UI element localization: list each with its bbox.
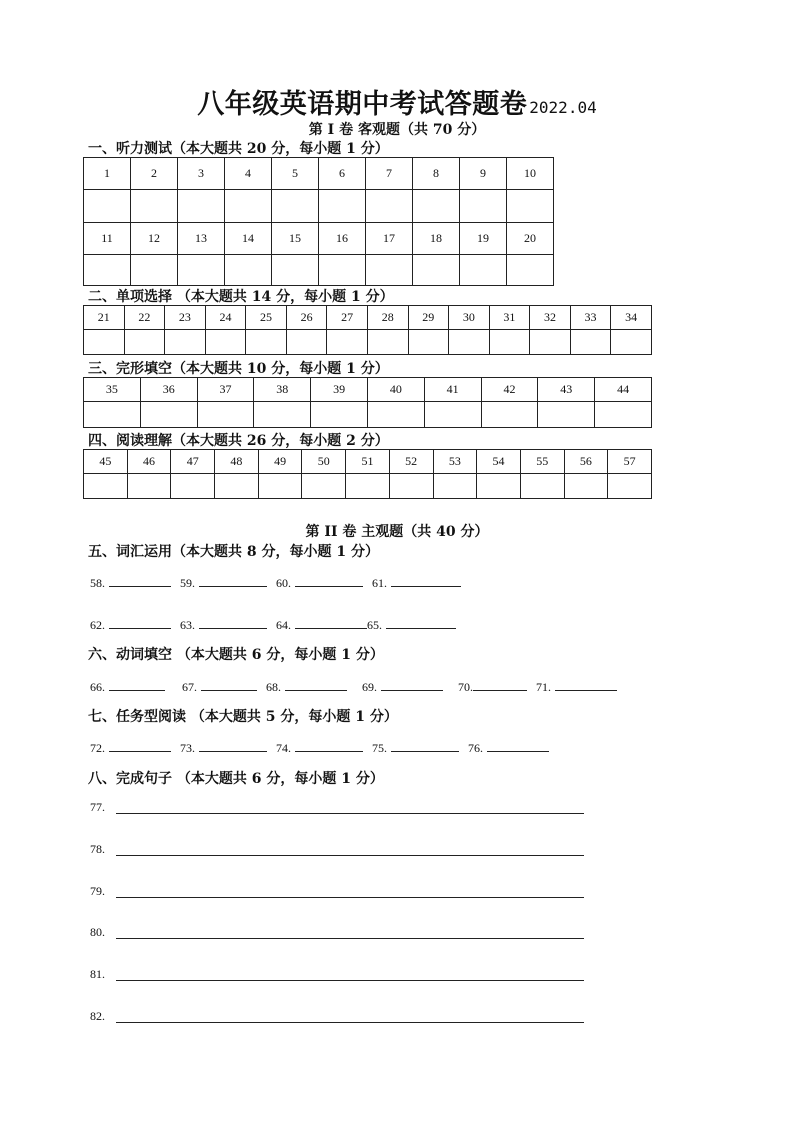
answer-blank[interactable] bbox=[109, 678, 165, 691]
answer-cell[interactable] bbox=[367, 330, 408, 355]
answer-cell[interactable] bbox=[84, 402, 141, 428]
section-vocab-heading: 五、词汇运用（本大题共 8 分，每小题 1 分） bbox=[88, 544, 379, 560]
item-number: 72. bbox=[90, 741, 105, 755]
table-row bbox=[84, 402, 652, 428]
number-cell: 44 bbox=[595, 378, 652, 402]
item-number: 60. bbox=[276, 576, 291, 590]
item-number: 64. bbox=[276, 618, 291, 632]
number-cell: 28 bbox=[367, 306, 408, 330]
item-number: 58. bbox=[90, 576, 105, 590]
sentence-item-80 bbox=[90, 925, 105, 940]
item-number: 62. bbox=[90, 618, 105, 632]
number-cell: 35 bbox=[84, 378, 141, 402]
number-cell: 42 bbox=[481, 378, 538, 402]
title-date: 2022.04 bbox=[529, 98, 597, 117]
number-cell: 13 bbox=[178, 223, 225, 255]
section-sentences-heading: 八、完成句子 （本大题共 6 分，每小题 1 分） bbox=[88, 771, 384, 787]
answer-line[interactable] bbox=[116, 813, 584, 814]
item-number: 65. bbox=[367, 618, 382, 632]
answer-cell[interactable] bbox=[197, 402, 254, 428]
answer-cell[interactable] bbox=[413, 255, 460, 286]
answer-cell[interactable] bbox=[367, 402, 424, 428]
answer-line[interactable] bbox=[116, 1022, 584, 1023]
number-cell: 49 bbox=[258, 450, 302, 474]
answer-cell[interactable] bbox=[205, 330, 246, 355]
section-listening-heading: 一、听力测试（本大题共 20 分，每小题 1 分） bbox=[88, 141, 389, 157]
item-number: 69. bbox=[362, 680, 377, 694]
number-cell: 3 bbox=[178, 158, 225, 190]
answer-grid-cloze bbox=[83, 377, 652, 428]
answer-cell[interactable] bbox=[165, 330, 206, 355]
number-cell: 10 bbox=[507, 158, 554, 190]
item-number: 67. bbox=[182, 680, 197, 694]
item-number: 71. bbox=[536, 680, 551, 694]
answer-cell[interactable] bbox=[272, 255, 319, 286]
answer-cell[interactable] bbox=[124, 330, 165, 355]
sentence-item-77 bbox=[90, 800, 105, 815]
answer-cell[interactable] bbox=[611, 330, 652, 355]
section-reading-heading: 四、阅读理解（本大题共 26 分，每小题 2 分） bbox=[88, 433, 389, 449]
sentence-item-81 bbox=[90, 967, 105, 982]
answer-cell[interactable] bbox=[258, 474, 302, 499]
table-row bbox=[84, 306, 652, 330]
number-cell: 29 bbox=[408, 306, 449, 330]
item-number: 74. bbox=[276, 741, 291, 755]
number-cell: 19 bbox=[460, 223, 507, 255]
answer-cell[interactable] bbox=[366, 190, 413, 223]
answer-cell[interactable] bbox=[477, 474, 521, 499]
answer-blank[interactable] bbox=[109, 574, 171, 587]
item-number: 68. bbox=[266, 680, 281, 694]
answer-cell[interactable] bbox=[84, 330, 125, 355]
item-number: 70. bbox=[458, 680, 473, 694]
answer-cell[interactable] bbox=[346, 474, 390, 499]
answer-cell[interactable] bbox=[171, 474, 215, 499]
answer-grid-listening bbox=[83, 157, 554, 286]
number-cell: 8 bbox=[413, 158, 460, 190]
answer-cell[interactable] bbox=[449, 330, 490, 355]
sentence-item-82 bbox=[90, 1009, 105, 1024]
number-cell: 39 bbox=[311, 378, 368, 402]
answer-blank[interactable] bbox=[386, 616, 456, 629]
table-row bbox=[84, 450, 652, 474]
answer-cell[interactable] bbox=[595, 402, 652, 428]
number-cell: 16 bbox=[319, 223, 366, 255]
vocab-line-1 bbox=[90, 574, 467, 591]
answer-blank[interactable] bbox=[295, 739, 363, 752]
number-cell: 37 bbox=[197, 378, 254, 402]
number-cell: 15 bbox=[272, 223, 319, 255]
item-number: 61. bbox=[372, 576, 387, 590]
answer-blank[interactable] bbox=[555, 678, 617, 691]
answer-cell[interactable] bbox=[178, 190, 225, 223]
answer-blank[interactable] bbox=[295, 574, 363, 587]
answer-cell[interactable] bbox=[424, 402, 481, 428]
answer-blank[interactable] bbox=[199, 574, 267, 587]
answer-cell[interactable] bbox=[507, 190, 554, 223]
answer-cell[interactable] bbox=[84, 255, 131, 286]
item-number: 80. bbox=[90, 925, 105, 939]
answer-cell[interactable] bbox=[131, 255, 178, 286]
answer-cell[interactable] bbox=[84, 474, 128, 499]
item-number: 82. bbox=[90, 1009, 105, 1023]
answer-cell[interactable] bbox=[327, 330, 368, 355]
number-cell: 45 bbox=[84, 450, 128, 474]
answer-cell[interactable] bbox=[489, 330, 530, 355]
task-line-1 bbox=[90, 739, 555, 756]
number-cell: 47 bbox=[171, 450, 215, 474]
number-cell: 17 bbox=[366, 223, 413, 255]
item-number: 76. bbox=[468, 741, 483, 755]
number-cell: 1 bbox=[84, 158, 131, 190]
answer-cell[interactable] bbox=[460, 255, 507, 286]
number-cell: 51 bbox=[346, 450, 390, 474]
number-cell: 11 bbox=[84, 223, 131, 255]
answer-cell[interactable] bbox=[272, 190, 319, 223]
number-cell: 12 bbox=[131, 223, 178, 255]
vocab-line-2 bbox=[90, 616, 462, 633]
number-cell: 41 bbox=[424, 378, 481, 402]
answer-blank[interactable] bbox=[201, 678, 257, 691]
exam-title bbox=[0, 82, 794, 121]
answer-cell[interactable] bbox=[460, 190, 507, 223]
sentence-item-79 bbox=[90, 884, 105, 899]
verbs-line-1 bbox=[90, 678, 623, 695]
section-verbs-heading: 六、动词填空 （本大题共 6 分，每小题 1 分） bbox=[88, 647, 384, 663]
section-task-heading: 七、任务型阅读 （本大题共 5 分，每小题 1 分） bbox=[88, 709, 398, 725]
answer-cell[interactable] bbox=[140, 402, 197, 428]
answer-cell[interactable] bbox=[608, 474, 652, 499]
item-number: 78. bbox=[90, 842, 105, 856]
item-number: 63. bbox=[180, 618, 195, 632]
answer-cell[interactable] bbox=[311, 402, 368, 428]
table-row bbox=[84, 330, 652, 355]
number-cell: 33 bbox=[570, 306, 611, 330]
number-cell: 26 bbox=[286, 306, 327, 330]
number-cell: 50 bbox=[302, 450, 346, 474]
table-row bbox=[84, 255, 554, 286]
answer-cell[interactable] bbox=[413, 190, 460, 223]
table-row bbox=[84, 190, 554, 223]
answer-cell[interactable] bbox=[286, 330, 327, 355]
number-cell: 36 bbox=[140, 378, 197, 402]
number-cell: 32 bbox=[530, 306, 571, 330]
number-cell: 52 bbox=[389, 450, 433, 474]
answer-cell[interactable] bbox=[366, 255, 413, 286]
number-cell: 53 bbox=[433, 450, 477, 474]
answer-cell[interactable] bbox=[319, 190, 366, 223]
answer-blank[interactable] bbox=[391, 574, 461, 587]
number-cell: 55 bbox=[520, 450, 564, 474]
answer-cell[interactable] bbox=[302, 474, 346, 499]
title-main: 八年级英语期中考试答题卷 bbox=[197, 89, 528, 120]
answer-line[interactable] bbox=[116, 980, 584, 981]
number-cell: 4 bbox=[225, 158, 272, 190]
answer-blank[interactable] bbox=[295, 616, 367, 629]
answer-cell[interactable] bbox=[84, 190, 131, 223]
number-cell: 9 bbox=[460, 158, 507, 190]
answer-cell[interactable] bbox=[564, 474, 608, 499]
answer-cell[interactable] bbox=[520, 474, 564, 499]
part2-title: 第 II 卷 主观题（共 40 分） bbox=[305, 524, 489, 540]
table-row bbox=[84, 474, 652, 499]
answer-cell[interactable] bbox=[389, 474, 433, 499]
answer-cell[interactable] bbox=[481, 402, 538, 428]
part1-title: 第 I 卷 客观题（共 70 分） bbox=[308, 122, 486, 138]
number-cell: 40 bbox=[367, 378, 424, 402]
answer-cell[interactable] bbox=[215, 474, 259, 499]
number-cell: 5 bbox=[272, 158, 319, 190]
answer-cell[interactable] bbox=[319, 255, 366, 286]
answer-cell[interactable] bbox=[254, 402, 311, 428]
number-cell: 7 bbox=[366, 158, 413, 190]
answer-blank[interactable] bbox=[381, 678, 443, 691]
number-cell: 30 bbox=[449, 306, 490, 330]
number-cell: 48 bbox=[215, 450, 259, 474]
answer-blank[interactable] bbox=[199, 739, 267, 752]
sentence-item-78 bbox=[90, 842, 105, 857]
answer-blank[interactable] bbox=[109, 739, 171, 752]
section-cloze-heading: 三、完形填空（本大题共 10 分，每小题 1 分） bbox=[88, 361, 389, 377]
item-number: 66. bbox=[90, 680, 105, 694]
answer-blank[interactable] bbox=[109, 616, 171, 629]
answer-cell[interactable] bbox=[127, 474, 171, 499]
number-cell: 20 bbox=[507, 223, 554, 255]
answer-cell[interactable] bbox=[538, 402, 595, 428]
answer-blank[interactable] bbox=[391, 739, 459, 752]
number-cell: 2 bbox=[131, 158, 178, 190]
number-cell: 54 bbox=[477, 450, 521, 474]
number-cell: 46 bbox=[127, 450, 171, 474]
answer-cell[interactable] bbox=[570, 330, 611, 355]
number-cell: 25 bbox=[246, 306, 287, 330]
number-cell: 31 bbox=[489, 306, 530, 330]
number-cell: 6 bbox=[319, 158, 366, 190]
answer-blank[interactable] bbox=[473, 678, 527, 691]
item-number: 73. bbox=[180, 741, 195, 755]
answer-cell[interactable] bbox=[530, 330, 571, 355]
number-cell: 56 bbox=[564, 450, 608, 474]
answer-cell[interactable] bbox=[507, 255, 554, 286]
item-number: 75. bbox=[372, 741, 387, 755]
answer-cell[interactable] bbox=[433, 474, 477, 499]
answer-blank[interactable] bbox=[487, 739, 549, 752]
number-cell: 22 bbox=[124, 306, 165, 330]
number-cell: 23 bbox=[165, 306, 206, 330]
number-cell: 24 bbox=[205, 306, 246, 330]
answer-cell[interactable] bbox=[246, 330, 287, 355]
answer-cell[interactable] bbox=[408, 330, 449, 355]
section-single-choice-heading: 二、单项选择 （本大题共 14 分，每小题 1 分） bbox=[88, 289, 394, 305]
table-row bbox=[84, 223, 554, 255]
answer-cell[interactable] bbox=[225, 255, 272, 286]
number-cell: 18 bbox=[413, 223, 460, 255]
number-cell: 43 bbox=[538, 378, 595, 402]
answer-line[interactable] bbox=[116, 855, 584, 856]
item-number: 77. bbox=[90, 800, 105, 814]
answer-grid-single-choice bbox=[83, 305, 652, 355]
answer-cell[interactable] bbox=[131, 190, 178, 223]
item-number: 79. bbox=[90, 884, 105, 898]
item-number: 59. bbox=[180, 576, 195, 590]
answer-blank[interactable] bbox=[285, 678, 347, 691]
number-cell: 57 bbox=[608, 450, 652, 474]
answer-cell[interactable] bbox=[178, 255, 225, 286]
answer-line[interactable] bbox=[116, 897, 584, 898]
answer-cell[interactable] bbox=[225, 190, 272, 223]
table-row bbox=[84, 158, 554, 190]
number-cell: 21 bbox=[84, 306, 125, 330]
number-cell: 34 bbox=[611, 306, 652, 330]
item-number: 81. bbox=[90, 967, 105, 981]
answer-blank[interactable] bbox=[199, 616, 267, 629]
number-cell: 14 bbox=[225, 223, 272, 255]
number-cell: 38 bbox=[254, 378, 311, 402]
answer-grid-reading bbox=[83, 449, 652, 499]
number-cell: 27 bbox=[327, 306, 368, 330]
answer-line[interactable] bbox=[116, 938, 584, 939]
table-row bbox=[84, 378, 652, 402]
